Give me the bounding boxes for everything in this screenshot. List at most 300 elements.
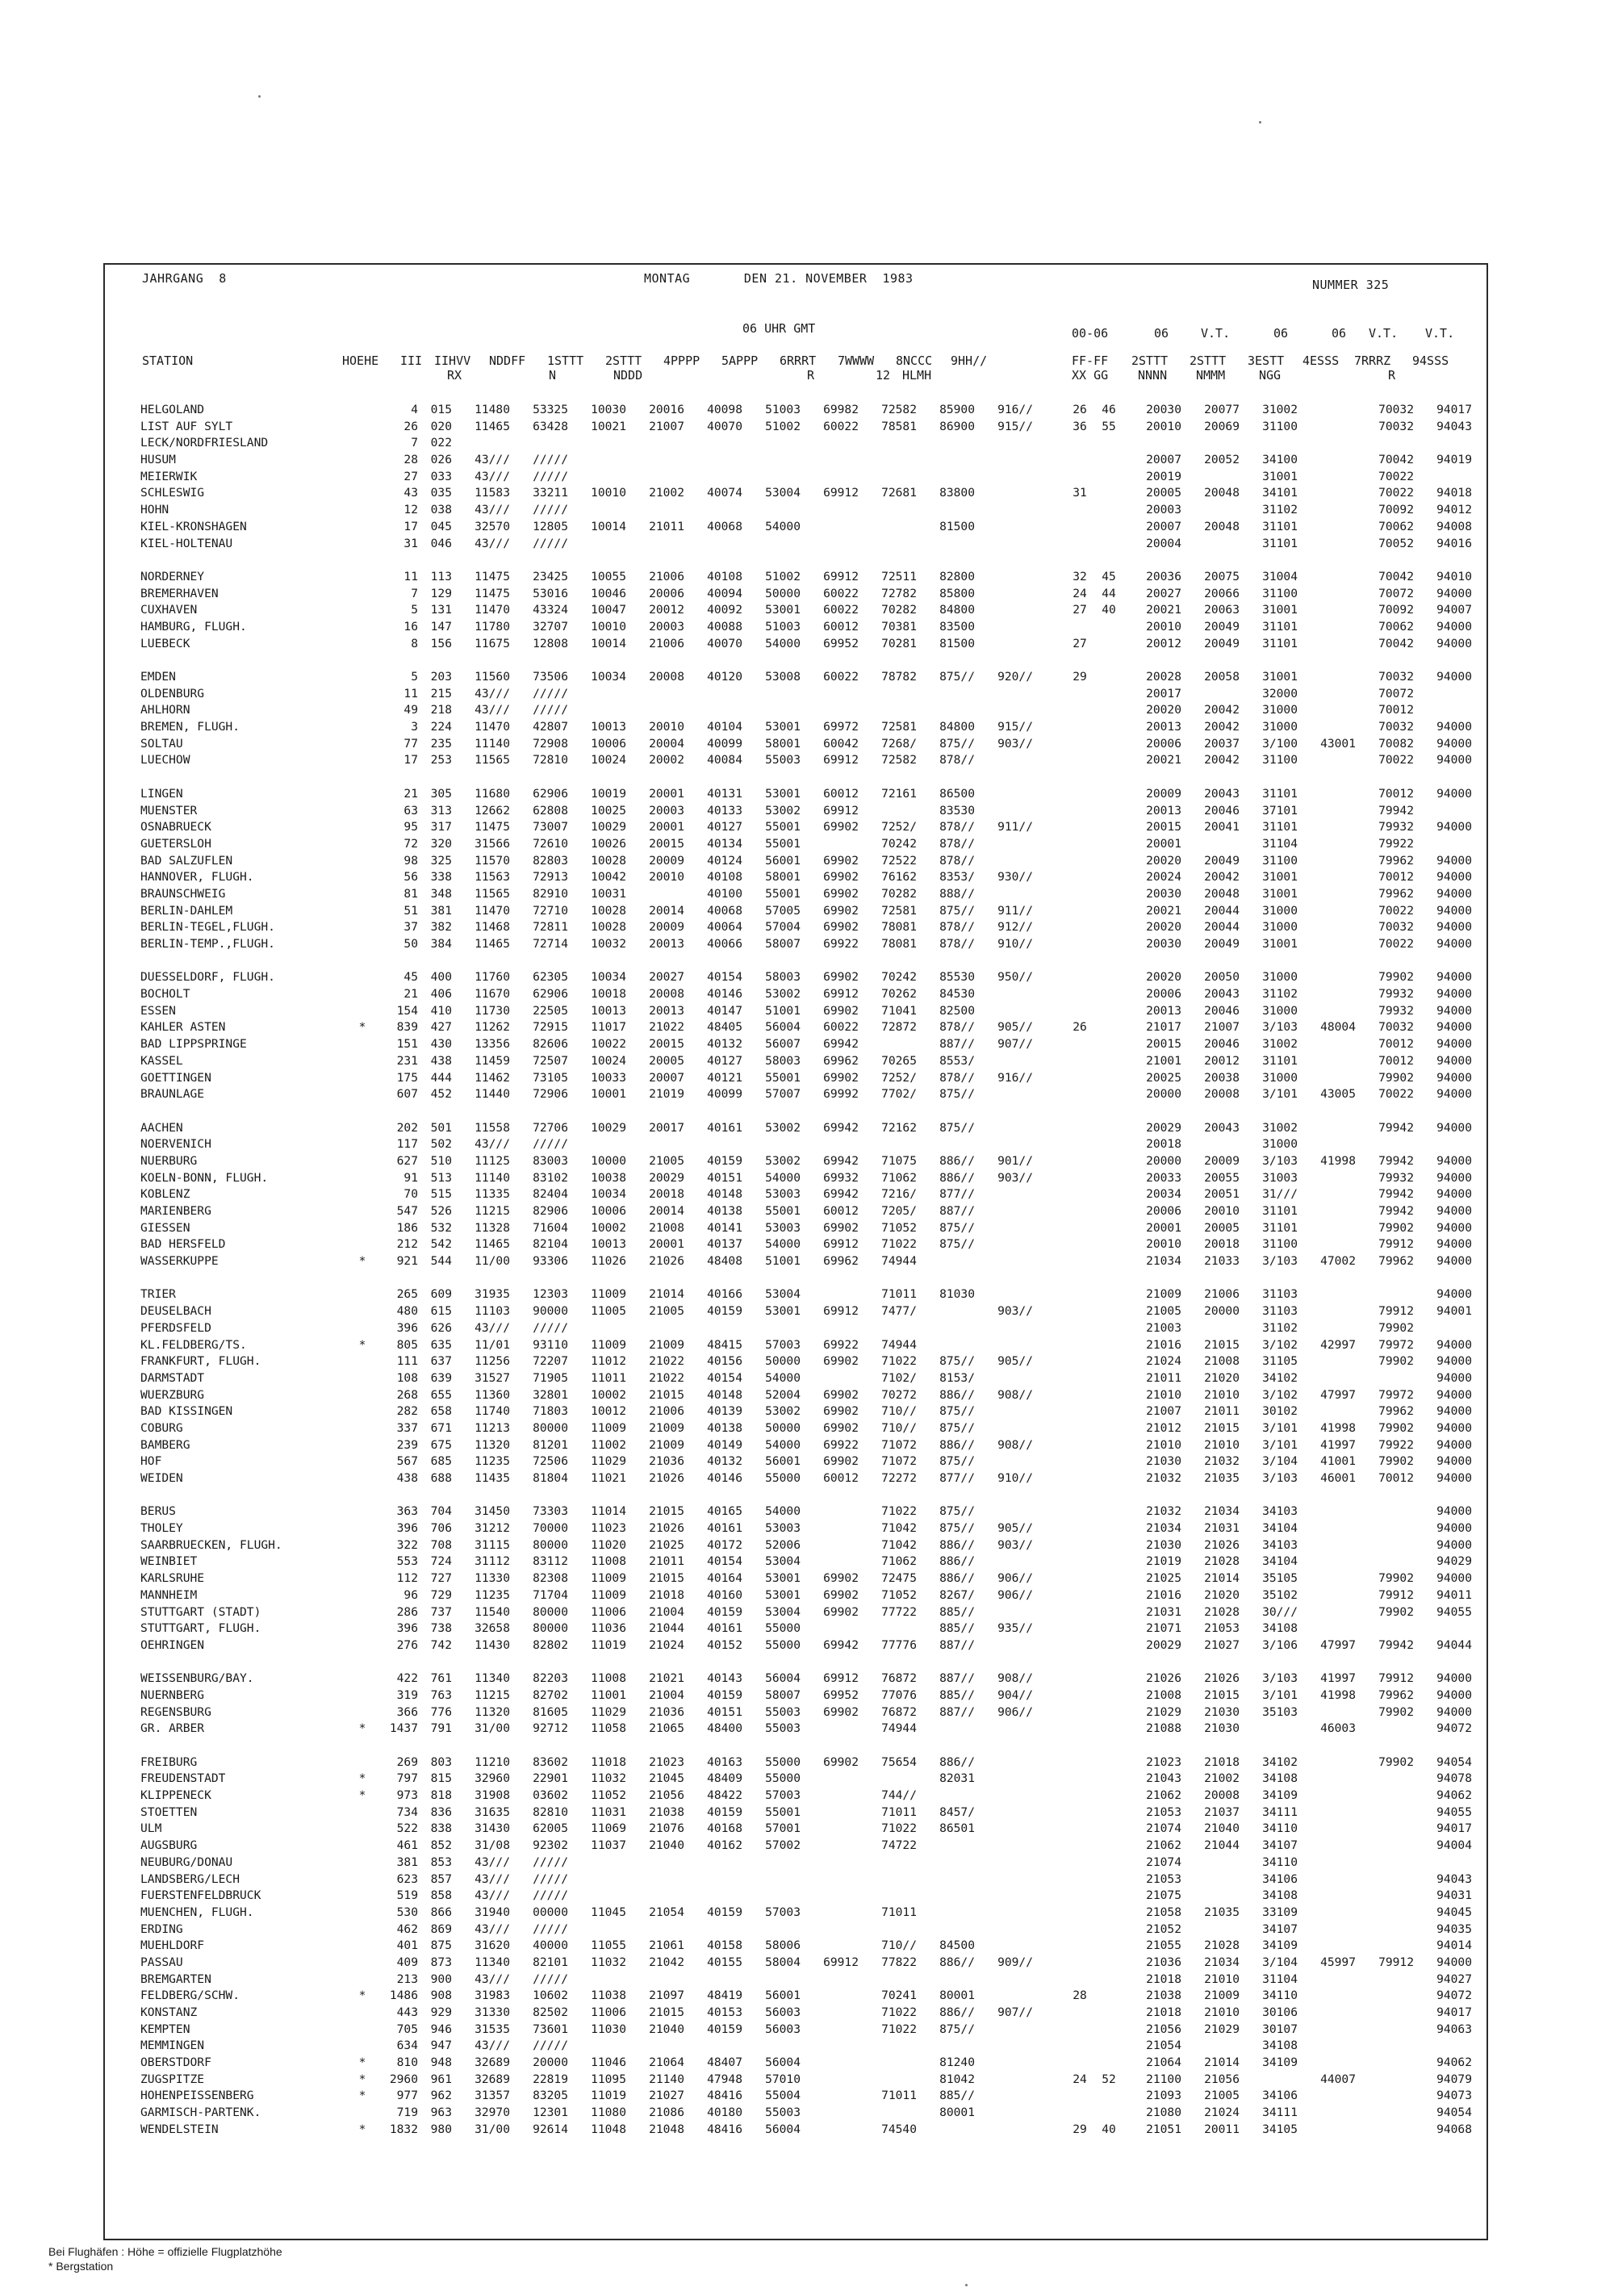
extra-group	[1414, 1621, 1472, 1637]
mountain-marker	[353, 1821, 371, 1838]
wind-gust-gg	[1094, 886, 1123, 903]
station-name: OSNABRUECK	[140, 820, 211, 834]
wind-gust-gg: 55	[1102, 419, 1116, 433]
wind-gust-gg	[1094, 1754, 1123, 1771]
obs-group: 8153/	[939, 1370, 975, 1385]
obs-group: 21024	[649, 1637, 684, 1652]
station-row	[140, 1503, 1472, 1520]
mountain-marker	[353, 1403, 371, 1420]
extra-group: 3/103	[1262, 1671, 1298, 1686]
obs-group: 21007	[649, 419, 684, 433]
obs-group: 20029	[649, 1170, 684, 1185]
station-name: MUEHLDORF	[140, 1938, 205, 1953]
obs-group: 53001	[765, 1304, 801, 1319]
obs-group	[801, 452, 859, 469]
obs-group: 40088	[707, 619, 742, 634]
extra-group: 34108	[1262, 1621, 1298, 1636]
station-height: 265	[396, 1287, 418, 1302]
obs-group	[801, 1503, 859, 1520]
obs-group: 11030	[591, 2022, 626, 2036]
extra-group: 70012	[1378, 1053, 1414, 1068]
obs-group	[975, 2072, 1033, 2089]
obs-group	[975, 2038, 1033, 2055]
station-row	[140, 1754, 1472, 1771]
mountain-marker: *	[358, 2056, 366, 2070]
obs-group: 875//	[939, 1404, 975, 1419]
obs-group: 69902	[823, 903, 859, 918]
obs-group: 885//	[939, 2089, 975, 2103]
obs-group: 53002	[765, 1404, 801, 1419]
extra-group: 21026	[1204, 1537, 1240, 1552]
extra-group: 94000	[1436, 886, 1472, 901]
obs-group: 53002	[765, 987, 801, 1002]
wind-gust-ff	[1065, 1872, 1094, 1888]
extra-group	[1298, 636, 1356, 653]
obs-group	[801, 1805, 859, 1821]
scan-speck	[258, 95, 261, 98]
station-name: HUSUM	[140, 453, 176, 467]
sub-n: N	[549, 368, 557, 383]
obs-group: /////	[533, 1972, 568, 1986]
wind-gust-ff	[1065, 786, 1094, 803]
wind-gust-ff	[1065, 1587, 1094, 1604]
extra-group: 94044	[1436, 1637, 1472, 1652]
obs-group: 11468	[475, 920, 510, 935]
station-name: EMDEN	[140, 670, 176, 684]
obs-group: 10025	[591, 803, 626, 818]
extra-group: 31100	[1262, 1237, 1298, 1252]
extra-group: 21002	[1204, 1771, 1240, 1786]
obs-group: 83602	[533, 1754, 568, 1769]
extra-group: 94000	[1436, 736, 1472, 751]
obs-group: 57001	[765, 1821, 801, 1836]
obs-group: 11036	[591, 1621, 626, 1636]
extra-group	[1298, 2038, 1356, 2055]
station-height: 396	[396, 1621, 418, 1636]
obs-group: 00000	[533, 1905, 568, 1919]
extra-group: 94012	[1436, 503, 1472, 517]
mountain-marker	[353, 1387, 371, 1404]
mountain-marker	[353, 1453, 371, 1470]
wind-gust-gg	[1094, 1922, 1123, 1938]
obs-group: 74944	[881, 1337, 917, 1352]
extra-group: 21007	[1204, 1020, 1240, 1035]
obs-group: 71052	[881, 1587, 917, 1602]
station-height: 212	[396, 1237, 418, 1252]
obs-group: 11103	[475, 1304, 510, 1319]
station-row	[140, 2022, 1472, 2039]
station-row	[140, 1086, 1472, 1103]
wind-gust-ff	[1065, 1805, 1094, 1821]
obs-group: 40099	[707, 736, 742, 751]
obs-group: 83205	[533, 2089, 568, 2103]
obs-group: 55003	[765, 2106, 801, 2120]
obs-group: 69942	[823, 1120, 859, 1135]
extra-group: 43001	[1320, 736, 1356, 751]
obs-group: 21048	[649, 2122, 684, 2136]
station-index: 873	[430, 1955, 452, 1969]
obs-group: 875//	[939, 1521, 975, 1536]
extra-group	[1356, 2072, 1414, 2089]
extra-group: 70042	[1378, 569, 1414, 583]
extra-group: 20003	[1146, 503, 1181, 517]
obs-group: 10038	[591, 1170, 626, 1185]
obs-group: 72475	[881, 1571, 917, 1586]
obs-group: 11210	[475, 1754, 510, 1769]
obs-group	[975, 2022, 1033, 2039]
obs-group: 11740	[475, 1404, 510, 1419]
wind-gust-gg	[1094, 1788, 1123, 1805]
obs-group: 54000	[765, 1504, 801, 1519]
obs-group: 7252/	[881, 820, 917, 834]
station-name: LUEBECK	[140, 636, 190, 650]
wind-gust-ff: 26	[1073, 1020, 1087, 1035]
extra-group: 35105	[1262, 1571, 1298, 1586]
obs-group: 69942	[823, 1187, 859, 1202]
obs-group: 32801	[533, 1387, 568, 1402]
obs-group	[975, 1721, 1033, 1738]
station-row	[140, 719, 1472, 736]
wind-gust-gg	[1094, 1203, 1123, 1220]
station-index: 869	[430, 1922, 452, 1936]
obs-group: 82910	[533, 886, 568, 901]
mountain-marker	[353, 1070, 371, 1087]
station-index: 836	[430, 1805, 452, 1819]
obs-group: 11021	[591, 1471, 626, 1485]
station-index: 948	[430, 2056, 452, 2070]
obs-group: 54000	[765, 1370, 801, 1385]
obs-group: 43///	[475, 1872, 510, 1886]
column-gap	[1033, 719, 1065, 736]
extra-group: 41997	[1320, 1671, 1356, 1686]
wind-gust-gg	[1094, 1838, 1123, 1855]
wind-gust-gg	[1094, 752, 1123, 769]
obs-group: 11052	[591, 1788, 626, 1803]
obs-group: 11008	[591, 1671, 626, 1686]
obs-group: /////	[533, 1922, 568, 1936]
obs-group: 48407	[707, 2056, 742, 2070]
obs-group: 31115	[475, 1537, 510, 1552]
wind-gust-gg	[1094, 1604, 1123, 1621]
wind-gust-ff	[1065, 1788, 1094, 1805]
extra-group: 94068	[1436, 2122, 1472, 2136]
wind-gust-gg	[1094, 619, 1123, 636]
mountain-marker	[353, 586, 371, 603]
wind-gust-gg	[1094, 1972, 1123, 1989]
extra-group: 70032	[1378, 920, 1414, 935]
obs-group	[568, 452, 626, 469]
obs-group: 31527	[475, 1370, 510, 1385]
obs-group: 915//	[997, 720, 1033, 734]
mountain-marker	[353, 602, 371, 619]
obs-group: 55001	[765, 1070, 801, 1085]
extra-group: 70072	[1378, 686, 1414, 701]
wind-gust-gg	[1094, 836, 1123, 853]
obs-group	[801, 1972, 859, 1989]
extra-group: 94029	[1436, 1554, 1472, 1569]
obs-group: 11760	[475, 970, 510, 985]
column-gap	[1033, 1721, 1065, 1738]
station-height: 977	[396, 2089, 418, 2103]
extra-group: 20001	[1146, 1220, 1181, 1235]
station-row	[140, 1003, 1472, 1020]
obs-group	[801, 1922, 859, 1938]
obs-group: 54000	[765, 519, 801, 533]
obs-group: 31/00	[475, 2122, 510, 2136]
extra-group: 21075	[1146, 1888, 1181, 1903]
obs-group	[742, 1922, 801, 1938]
obs-group: 907//	[997, 1037, 1033, 1052]
station-height: 17	[404, 753, 418, 767]
extra-group: 94000	[1436, 1437, 1472, 1452]
obs-group: 11430	[475, 1637, 510, 1652]
extra-group: 94001	[1436, 1304, 1472, 1319]
mountain-marker	[353, 669, 371, 686]
station-name: BERLIN-DAHLEM	[140, 903, 233, 918]
station-height: 422	[396, 1671, 418, 1686]
obs-group: 950//	[997, 970, 1033, 985]
station-index: 866	[430, 1905, 452, 1919]
extra-group: 21056	[1204, 2072, 1240, 2086]
obs-group	[917, 1788, 975, 1805]
obs-group	[975, 519, 1033, 536]
extra-group: 79922	[1378, 1437, 1414, 1452]
obs-group: 21026	[649, 1254, 684, 1269]
obs-group: 71011	[881, 1805, 917, 1819]
extra-group	[1298, 602, 1356, 619]
extra-group	[1414, 1136, 1472, 1153]
extra-group: 34102	[1262, 1754, 1298, 1769]
station-name: BERUS	[140, 1504, 176, 1519]
extra-group: 21005	[1204, 2089, 1240, 2103]
obs-group: 20008	[649, 987, 684, 1002]
obs-group: 744//	[881, 1788, 917, 1803]
extra-group: 34109	[1262, 1788, 1298, 1803]
column-gap	[1033, 569, 1065, 586]
extra-group: 31000	[1262, 920, 1298, 935]
extra-group: 20051	[1204, 1187, 1240, 1202]
obs-group: 885//	[939, 1687, 975, 1702]
obs-group: 40104	[707, 720, 742, 734]
station-name: WENDELSTEIN	[140, 2122, 219, 2136]
obs-group: 11262	[475, 1020, 510, 1035]
obs-group	[801, 836, 859, 853]
obs-group: 10055	[591, 569, 626, 583]
obs-group: /////	[533, 1888, 568, 1903]
obs-group	[684, 1888, 742, 1905]
obs-group: 32970	[475, 2106, 510, 2120]
obs-group	[801, 1370, 859, 1387]
extra-group: 20042	[1204, 720, 1240, 734]
station-row	[140, 619, 1472, 636]
extra-group: 94000	[1436, 1037, 1472, 1052]
obs-group: 40139	[707, 1404, 742, 1419]
station-name: LANDSBERG/LECH	[140, 1872, 240, 1886]
obs-group: 40154	[707, 1370, 742, 1385]
obs-group: 8267/	[939, 1587, 975, 1602]
station-name: SOLTAU	[140, 736, 183, 751]
obs-group: 72710	[533, 903, 568, 918]
obs-group	[917, 1337, 975, 1354]
obs-group	[917, 1905, 975, 1922]
obs-group: 11320	[475, 1437, 510, 1452]
extra-group: 30///	[1262, 1604, 1298, 1619]
station-name: NUERNBERG	[140, 1687, 205, 1702]
mountain-marker	[353, 1621, 371, 1637]
station-name: HAMBURG, FLUGH.	[140, 619, 247, 634]
wind-gust-ff	[1065, 936, 1094, 953]
station-height: 805	[396, 1337, 418, 1352]
station-height: 98	[404, 853, 418, 868]
obs-group: 69922	[823, 1337, 859, 1352]
obs-group: 71011	[881, 1287, 917, 1302]
obs-group	[626, 536, 684, 553]
wind-gust-gg	[1094, 1136, 1123, 1153]
obs-group: 910//	[997, 1471, 1033, 1485]
wind-gust-ff	[1065, 1955, 1094, 1972]
column-gap	[1033, 2055, 1065, 2072]
obs-group: 875//	[939, 670, 975, 684]
obs-group	[975, 435, 1033, 452]
station-row	[140, 786, 1472, 803]
obs-group: 20014	[649, 1204, 684, 1218]
station-height: 276	[396, 1637, 418, 1652]
extra-group: 20009	[1204, 1153, 1240, 1168]
wind-gust-ff	[1065, 536, 1094, 553]
station-height: 91	[404, 1170, 418, 1185]
obs-group: 72610	[533, 836, 568, 851]
obs-group: 43///	[475, 1888, 510, 1903]
obs-group	[917, 1721, 975, 1738]
wind-gust-gg	[1094, 1120, 1123, 1137]
wind-gust-gg	[1094, 1587, 1123, 1604]
obs-group: 11558	[475, 1120, 510, 1135]
station-height: 27	[404, 469, 418, 483]
station-height: 734	[396, 1805, 418, 1819]
station-row	[140, 1955, 1472, 1972]
extra-group	[1298, 1003, 1356, 1020]
extra-group: 3/102	[1262, 1387, 1298, 1402]
sub-rx: RX	[447, 368, 462, 383]
obs-group: 21065	[649, 1721, 684, 1736]
station-row	[140, 2055, 1472, 2072]
extra-group: 94063	[1436, 2022, 1472, 2036]
extra-group	[1298, 1053, 1356, 1070]
column-gap	[1033, 1905, 1065, 1922]
obs-group: 43///	[475, 1137, 510, 1152]
group-spacer	[140, 552, 1472, 569]
obs-group: 53002	[765, 803, 801, 818]
obs-group: 40155	[707, 1955, 742, 1969]
wind-gust-ff	[1065, 1821, 1094, 1838]
station-name: STOETTEN	[140, 1805, 198, 1819]
obs-group: 55003	[765, 753, 801, 767]
extra-group: 94000	[1436, 1471, 1472, 1485]
obs-group: 21044	[649, 1621, 684, 1636]
station-row	[140, 1637, 1472, 1654]
extra-group: 79902	[1378, 1070, 1414, 1085]
obs-group: 90000	[533, 1304, 568, 1319]
mountain-marker: *	[358, 2072, 366, 2086]
obs-group: 31/08	[475, 1838, 510, 1853]
station-name: KEMPTEN	[140, 2022, 190, 2036]
station-row	[140, 569, 1472, 586]
obs-group: 54000	[765, 1437, 801, 1452]
extra-group: 94055	[1436, 1805, 1472, 1819]
extra-group: 79902	[1378, 1354, 1414, 1369]
group-spacer	[140, 1103, 1472, 1120]
mountain-marker	[353, 1170, 371, 1187]
obs-group: 11583	[475, 486, 510, 500]
wind-gust-gg	[1094, 702, 1123, 719]
extra-group: 79902	[1378, 1704, 1414, 1719]
station-name: BAD SALZUFLEN	[140, 853, 233, 868]
station-height: 50	[404, 937, 418, 951]
obs-group: 56004	[765, 1671, 801, 1686]
wind-gust-ff	[1065, 1721, 1094, 1738]
obs-group: 57005	[765, 903, 801, 918]
obs-group: 56001	[765, 1454, 801, 1469]
obs-group: 11215	[475, 1687, 510, 1702]
station-row	[140, 1922, 1472, 1938]
station-name: WASSERKUPPE	[140, 1254, 219, 1269]
extra-group	[1298, 1988, 1356, 2005]
extra-group	[1298, 519, 1356, 536]
obs-group: 69962	[823, 1254, 859, 1269]
obs-group	[510, 435, 568, 452]
obs-group: 11017	[591, 1020, 626, 1035]
wind-gust-ff	[1065, 1387, 1094, 1404]
obs-group: 11470	[475, 720, 510, 734]
obs-group: 62906	[533, 987, 568, 1002]
extra-group: 3/100	[1262, 736, 1298, 751]
mountain-marker	[353, 853, 371, 870]
extra-group: 20052	[1204, 453, 1240, 467]
extra-group	[1414, 1320, 1472, 1337]
column-gap	[1033, 1453, 1065, 1470]
obs-group	[975, 1821, 1033, 1838]
obs-group: 11470	[475, 603, 510, 617]
obs-group: 875//	[939, 1120, 975, 1135]
extra-group	[1298, 586, 1356, 603]
obs-group: 58003	[765, 970, 801, 985]
extra-group: 94019	[1436, 453, 1472, 467]
station-row	[140, 452, 1472, 469]
mountain-marker	[353, 1203, 371, 1220]
column-gap	[1033, 919, 1065, 936]
station-name: MUENSTER	[140, 803, 198, 818]
extra-group: 34109	[1262, 2056, 1298, 2070]
wind-gust-gg	[1094, 1955, 1123, 1972]
extra-group: 21010	[1146, 1437, 1181, 1452]
extra-group	[1298, 1888, 1356, 1905]
obs-group: 71803	[533, 1404, 568, 1419]
obs-group: 55001	[765, 820, 801, 834]
obs-group: 878//	[939, 937, 975, 951]
extra-group: 21064	[1146, 2056, 1181, 2070]
obs-group: 80001	[939, 2106, 975, 2120]
extra-group: 20042	[1204, 703, 1240, 717]
obs-group: 72511	[881, 569, 917, 583]
obs-group: 71704	[533, 1587, 568, 1602]
obs-group: 70242	[881, 970, 917, 985]
obs-group: 20007	[649, 1070, 684, 1085]
extra-group: 21054	[1146, 2039, 1181, 2053]
extra-group	[1298, 853, 1356, 870]
extra-group: 94000	[1436, 1254, 1472, 1269]
wind-gust-ff: 28	[1073, 1989, 1087, 2003]
obs-group: 72681	[881, 486, 917, 500]
